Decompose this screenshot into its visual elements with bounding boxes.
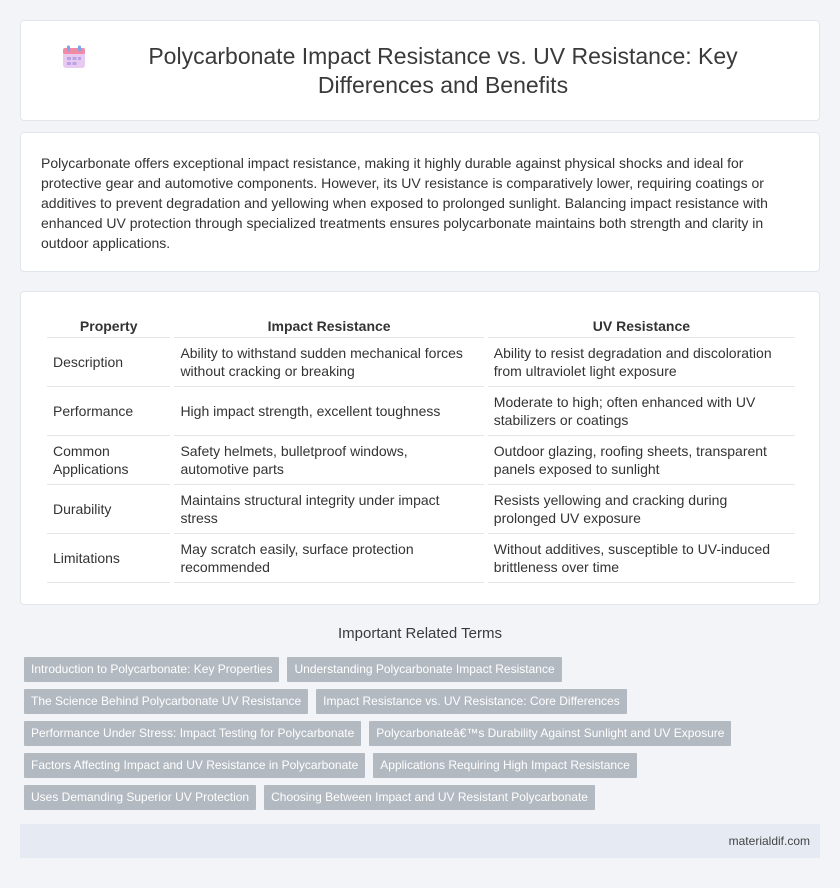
table-row xyxy=(47,387,795,436)
header-property: Property xyxy=(47,314,170,338)
uv-cell: Ability to resist degradation and discoloration from ultraviolet light exposure xyxy=(488,338,795,387)
impact-cell: Safety helmets, bulletproof windows, automotive parts xyxy=(174,436,483,485)
uv-cell: Moderate to high; often enhanced with UV stabilizers or coatings xyxy=(488,387,795,436)
impact-cell: High impact strength, excellent toughness xyxy=(174,387,483,436)
header-uv-resistance: UV Resistance xyxy=(488,314,795,338)
table-row xyxy=(47,338,795,387)
row-label: Performance xyxy=(47,387,170,436)
tag-row xyxy=(24,785,744,810)
footer-site-name: materialdif.com xyxy=(728,834,810,848)
intro-card xyxy=(20,132,820,272)
page-title: Polycarbonate Impact Resistance vs. UV Resistance: Key Differences and Benefits xyxy=(148,42,738,98)
table-row xyxy=(47,436,795,485)
impact-cell: Ability to withstand sudden mechanical forces without cracking or breaking xyxy=(174,338,483,387)
related-term-link[interactable]: Choosing Between Impact and UV Resistant Polycarbonate xyxy=(264,785,595,810)
table-header-row xyxy=(47,314,795,338)
table-row xyxy=(47,534,795,583)
table-row xyxy=(47,485,795,534)
row-label: Common Applications xyxy=(47,436,170,485)
related-term-link[interactable]: Performance Under Stress: Impact Testing for Polycarbonate xyxy=(24,721,361,746)
header-card xyxy=(20,20,820,121)
tag-row xyxy=(24,753,744,778)
footer-bar xyxy=(20,824,820,858)
related-term-link[interactable]: The Science Behind Polycarbonate UV Resistance xyxy=(24,689,308,714)
related-terms-list xyxy=(24,657,744,817)
related-term-link[interactable]: Understanding Polycarbonate Impact Resistance xyxy=(287,657,561,682)
related-term-link[interactable]: Introduction to Polycarbonate: Key Properties xyxy=(24,657,279,682)
tag-row xyxy=(24,721,744,746)
related-term-link[interactable]: Uses Demanding Superior UV Protection xyxy=(24,785,256,810)
uv-cell: Outdoor glazing, roofing sheets, transparent panels exposed to sunlight xyxy=(488,436,795,485)
uv-cell: Without additives, susceptible to UV-induced brittleness over time xyxy=(488,534,795,583)
related-term-link[interactable]: Applications Requiring High Impact Resistance xyxy=(373,753,636,778)
related-term-link[interactable]: Factors Affecting Impact and UV Resistance in Polycarbonate xyxy=(24,753,365,778)
intro-paragraph: Polycarbonate offers exceptional impact resistance, making it highly durable against physical shocks and ideal for protective gear and automotive components. However, its UV resistance is comparatively lower, requiring coatings or additives to prevent degradation and yellowing when exposed to prolonged sunlight. Balancing impact resistance with enhanced UV protection through specialized treatments ensures polycarbonate maintains both strength and clarity in outdoor applications. xyxy=(41,155,768,251)
row-label: Description xyxy=(47,338,170,387)
tag-row xyxy=(24,657,744,682)
impact-cell: Maintains structural integrity under impact stress xyxy=(174,485,483,534)
row-label: Durability xyxy=(47,485,170,534)
tag-row xyxy=(24,689,744,714)
calendar-icon xyxy=(61,44,87,70)
header-impact-resistance: Impact Resistance xyxy=(174,314,483,338)
comparison-card xyxy=(20,291,820,605)
comparison-table xyxy=(43,314,799,583)
row-label: Limitations xyxy=(47,534,170,583)
uv-cell: Resists yellowing and cracking during prolonged UV exposure xyxy=(488,485,795,534)
impact-cell: May scratch easily, surface protection recommended xyxy=(174,534,483,583)
related-term-link[interactable]: Polycarbonateâ€™s Durability Against Sunlight and UV Exposure xyxy=(369,721,731,746)
related-term-link[interactable]: Impact Resistance vs. UV Resistance: Core Differences xyxy=(316,689,627,714)
related-terms-heading: Important Related Terms xyxy=(338,625,502,642)
